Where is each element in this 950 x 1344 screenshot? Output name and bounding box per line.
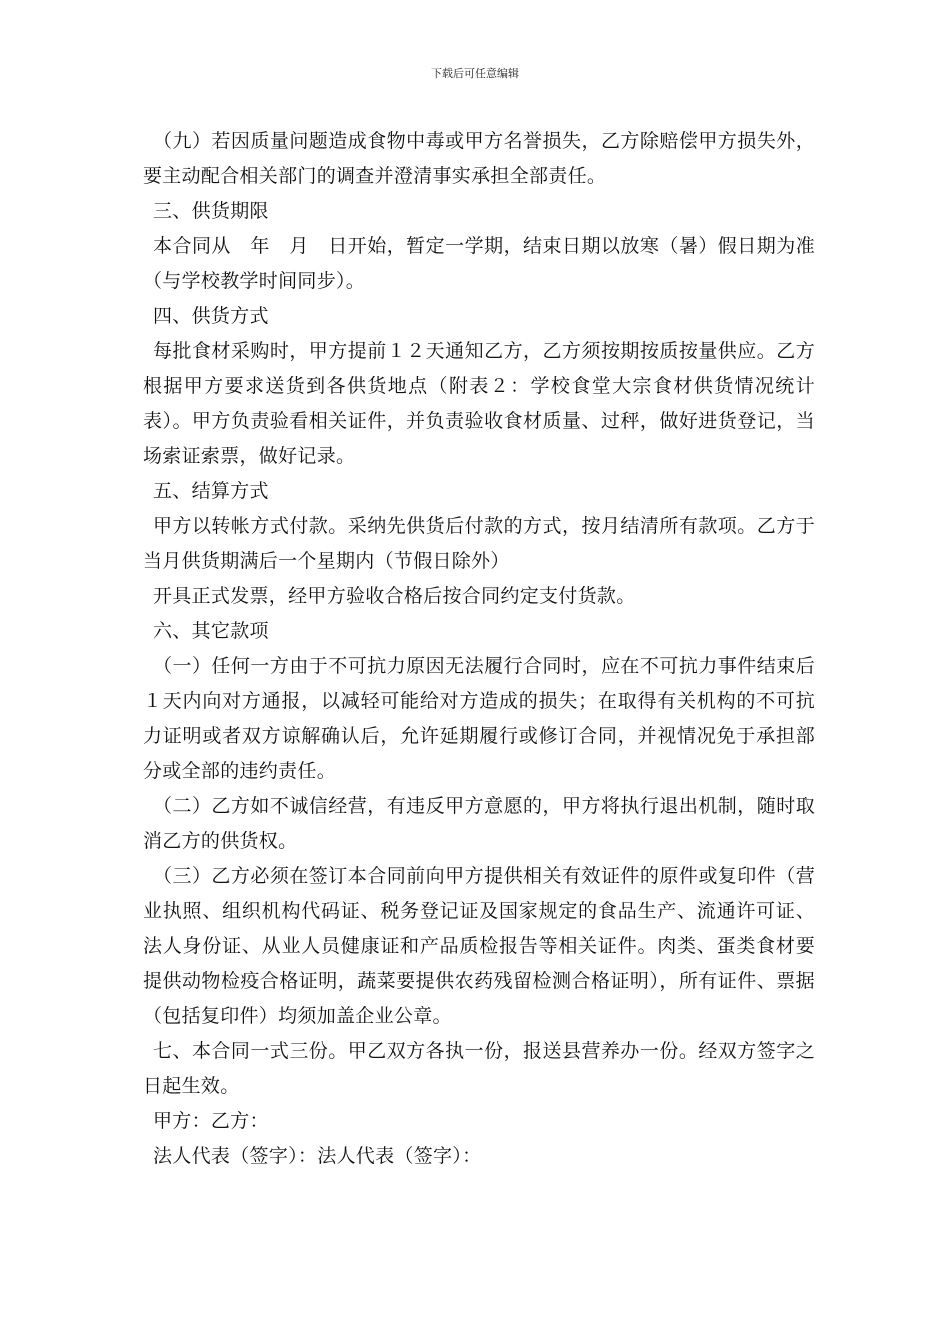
clause-9-quality-liability: （九）若因质量问题造成食物中毒或甲方名誉损失，乙方除赔偿甲方损失外，要主动配合相关部门的调查并澄清事实承担全部责任。 <box>143 130 815 187</box>
other-term-1-force-majeure: （一）任何一方由于不可抗力原因无法履行合同时，应在不可抗力事件结束后１天内向对方通报，以减轻可能给对方造成的损失；在取得有关机构的不可抗力证明或者双方谅解确认后，允许延期履行或修订合同，并视情况免于承担部分或全部的违约责任。 <box>143 655 815 782</box>
section-heading-supply-period: 三、供货期限 <box>153 200 269 222</box>
settlement-text: 甲方以转帐方式付款。采纳先供货后付款的方式，按月结清所有款项。乙方于当月供货期满后一个星期内（节假日除外） <box>143 515 815 572</box>
legal-rep-signature-line: 法人代表（签字）：法人代表（签字）： <box>153 1145 482 1167</box>
supply-method-text: 每批食材采购时，甲方提前１２天通知乙方，乙方须按期按质按量供应。乙方根据甲方要求送货到各供货地点（附表２：学校食堂大宗食材供货情况统计表）。甲方负责验看相关证件，并负责验收食材质量、过秤，做好进货登记，当场索证索票，做好记录。 <box>143 340 815 467</box>
other-term-3-certificates: （三）乙方必须在签订本合同前向甲方提供相关有效证件的原件或复印件（营业执照、组织机构代码证、税务登记证及国家规定的食品生产、流通许可证、法人身份证、从业人员健康证和产品质检报告等相关证件。肉类、蛋类食材要提供动物检疫合格证明，蔬菜要提供农药残留检测合格证明），所有证件、票据（包括复印件）均须加盖企业公章。 <box>143 865 815 1027</box>
supply-period-text: 本合同从 年 月 日开始，暂定一学期，结束日期以放寒（暑）假日期为准（与学校教学时间同步）。 <box>143 235 815 292</box>
party-signature-line: 甲方：乙方： <box>153 1110 269 1132</box>
section-heading-supply-method: 四、供货方式 <box>153 305 269 327</box>
other-term-2-exit-mechanism: （二）乙方如不诚信经营，有违反甲方意愿的，甲方将执行退出机制，随时取消乙方的供货权。 <box>143 795 815 852</box>
page-header: 下载后可任意编辑 <box>431 67 519 80</box>
document-body <box>143 124 815 1174</box>
section-copies-effective: 七、本合同一式三份。甲乙双方各执一份，报送县营养办一份。经双方签字之日起生效。 <box>143 1040 815 1097</box>
settlement-text-continued: 开具正式发票，经甲方验收合格后按合同约定支付货款。 <box>153 585 636 607</box>
section-heading-other-terms: 六、其它款项 <box>153 620 269 642</box>
section-heading-settlement: 五、结算方式 <box>153 480 269 502</box>
